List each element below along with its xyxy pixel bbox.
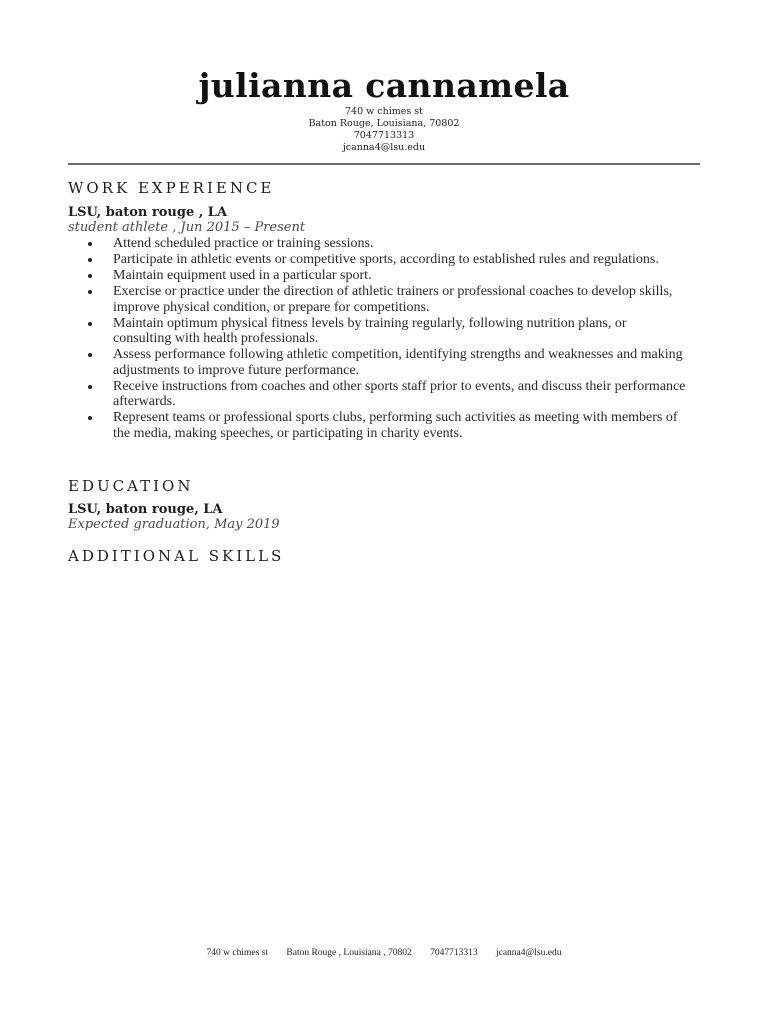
candidate-name: julianna cannamela (198, 66, 570, 105)
list-item: Exercise or practice under the direction of athletic trainers or professional coaches to develop skills, improve physical condition, or prepare for competitions. (68, 284, 688, 315)
list-item: Assess performance following athletic competition, identifying strengths and weaknesses and making adjustments to improve future performance. (68, 347, 688, 378)
bullet-icon (88, 242, 92, 246)
work-experience-title: WORK EXPERIENCE (68, 179, 275, 197)
bullet-icon (88, 416, 92, 420)
education-detail: Expected graduation, May 2019 (68, 517, 280, 532)
header-email: jcanna4@lsu.edu (342, 142, 426, 153)
bullet-icon (88, 290, 92, 294)
page-footer (0, 948, 768, 958)
list-item: Represent teams or professional sports clubs, performing such activities as meeting with members of the media, making speeches, or participating in charity events. (68, 410, 688, 441)
work-role: student athlete , Jun 2015 – Present (68, 220, 306, 235)
bullet-icon (88, 274, 92, 278)
list-item: Receive instructions from coaches and other sports staff prior to events, and discuss their performance afterwards. (68, 379, 688, 410)
footer-city-line: Baton Rouge , Louisiana , 70802 (286, 948, 412, 958)
resume-header (0, 66, 768, 154)
bullet-icon (88, 258, 92, 262)
header-divider (68, 163, 700, 165)
list-item: Maintain equipment used in a particular sport. (68, 268, 688, 284)
footer-phone: 7047713313 (430, 948, 478, 958)
bullet-icon (88, 322, 92, 326)
list-item: Participate in athletic events or competitive sports, according to established rules and regulations. (68, 252, 688, 268)
work-organization: LSU, baton rouge , LA (68, 205, 228, 220)
list-item: Attend scheduled practice or training sessions. (68, 236, 688, 252)
bullet-icon (88, 353, 92, 357)
header-phone: 7047713313 (353, 130, 415, 141)
header-city-line: Baton Rouge, Louisiana, 70802 (308, 118, 460, 129)
footer-address: 740 w chimes st (206, 948, 269, 958)
additional-skills-title: ADDITIONAL SKILLS (68, 547, 285, 565)
header-address: 740 w chimes st (345, 106, 423, 117)
work-duties-list (68, 236, 688, 442)
bullet-icon (88, 385, 92, 389)
education-organization: LSU, baton rouge, LA (68, 502, 223, 517)
list-item: Maintain optimum physical fitness levels by training regularly, following nutrition plans, or consulting with health professionals. (68, 316, 688, 347)
footer-email: jcanna4@lsu.edu (495, 948, 562, 958)
education-title: EDUCATION (68, 477, 194, 495)
